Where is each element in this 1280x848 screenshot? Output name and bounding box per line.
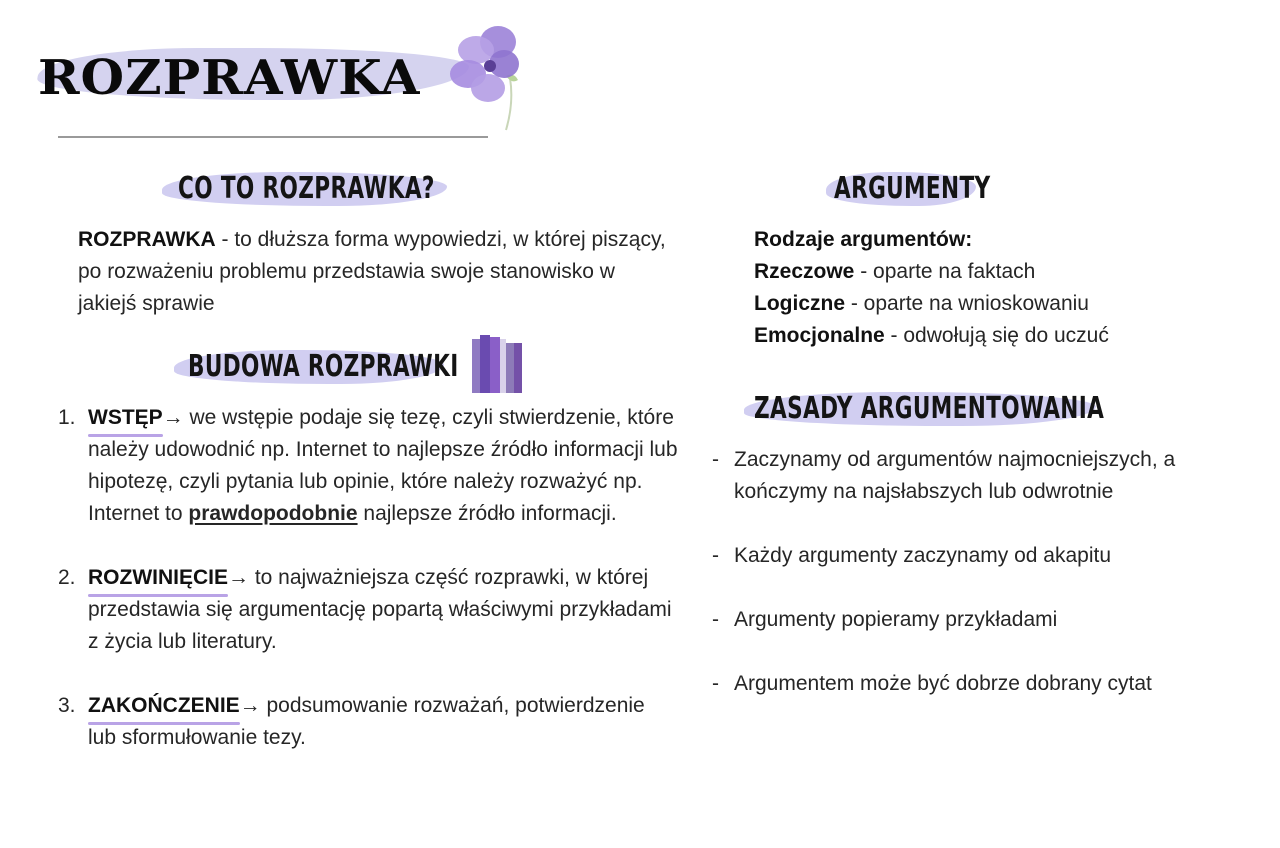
structure-item-conclusion (58, 690, 678, 754)
keyword: ROZWINIĘCIE (88, 562, 228, 594)
section-heading-arguments (826, 168, 1026, 212)
list-number: 2. (58, 566, 76, 589)
heading-text: CO TO ROZPRAWKA? (178, 171, 435, 206)
structure-item-intro (58, 402, 678, 530)
section-heading-structure (170, 346, 470, 390)
title-divider (58, 136, 488, 138)
structure-item-body (58, 562, 678, 658)
argument-types-label: Rodzaje argumentów: (754, 228, 973, 251)
rule-text: Każdy argumenty zaczynamy od akapitu (734, 544, 1112, 567)
argument-type-desc: - oparte na faktach (854, 260, 1036, 283)
dash-bullet: - (712, 608, 719, 631)
rules-list (712, 444, 1252, 700)
list-number: 1. (58, 406, 76, 429)
arrow-icon: → (162, 406, 184, 429)
dash-bullet: - (712, 544, 719, 567)
dash-bullet: - (712, 672, 719, 695)
arrow-icon: → (239, 694, 261, 717)
definition-text: - to dłuższa forma wypowiedzi, w której piszący, po rozważeniu problemu przedstawia swoje stanowisko w jakiejś sprawie (78, 228, 666, 315)
page-title: ROZPRAWKA (38, 49, 421, 106)
structure-list (58, 402, 678, 754)
section-heading-rules (742, 388, 1122, 432)
argument-type-item (754, 288, 1234, 320)
definition-paragraph (78, 224, 678, 320)
argument-type-item (754, 256, 1234, 288)
list-number: 3. (58, 694, 76, 717)
rule-text: Argumentem może być dobrze dobrany cytat (734, 672, 1152, 695)
emphasis-text: prawdopodobnie (188, 502, 358, 525)
item-text: we wstępie podaje się tezę, czyli stwierdzenie, które należy udowodnić np. Internet to najlepsze źródło informacji lub hipotezę, czyli pytania lub opinie, które należy rozważyć np. Internet to (88, 406, 678, 525)
rule-text: Argumenty popieramy przykładami (734, 608, 1058, 631)
rule-item (712, 540, 1252, 572)
books-icon (470, 333, 526, 395)
argument-type-name: Emocjonalne (754, 324, 885, 347)
heading-text: ZASADY ARGUMENTOWANIA (754, 391, 1105, 426)
arrow-icon: → (228, 566, 249, 589)
keyword: WSTĘP (88, 402, 163, 434)
section-heading-definition (160, 168, 460, 212)
item-text-end: najlepsze źródło informacji. (357, 502, 617, 525)
argument-type-desc: - oparte na wnioskowaniu (845, 292, 1089, 315)
argument-type-name: Logiczne (754, 292, 846, 315)
item-text: podsumowanie rozważań, potwierdzenie lub sformułowanie tezy. (88, 694, 645, 749)
heading-text: ARGUMENTY (834, 171, 991, 206)
page-title-block (30, 30, 500, 110)
argument-type-name: Rzeczowe (754, 260, 855, 283)
purple-flower-icon (440, 18, 535, 138)
rule-item (712, 444, 1252, 508)
rule-item (712, 604, 1252, 636)
argument-types (754, 224, 1234, 352)
definition-term: ROZPRAWKA (78, 228, 216, 251)
argument-type-desc: - odwołują się do uczuć (884, 324, 1109, 347)
keyword: ZAKOŃCZENIE (88, 690, 240, 722)
argument-type-item (754, 320, 1234, 352)
item-text: to najważniejsza część rozprawki, w której przedstawia się argumentację popartą właściwymi przykładami z życia lub literatury. (88, 566, 672, 653)
rule-item (712, 668, 1252, 700)
heading-text: BUDOWA ROZPRAWKI (188, 349, 459, 384)
rule-text: Zaczynamy od argumentów najmocniejszych, a kończymy na najsłabszych lub odwrotnie (734, 448, 1176, 503)
dash-bullet: - (712, 448, 719, 471)
